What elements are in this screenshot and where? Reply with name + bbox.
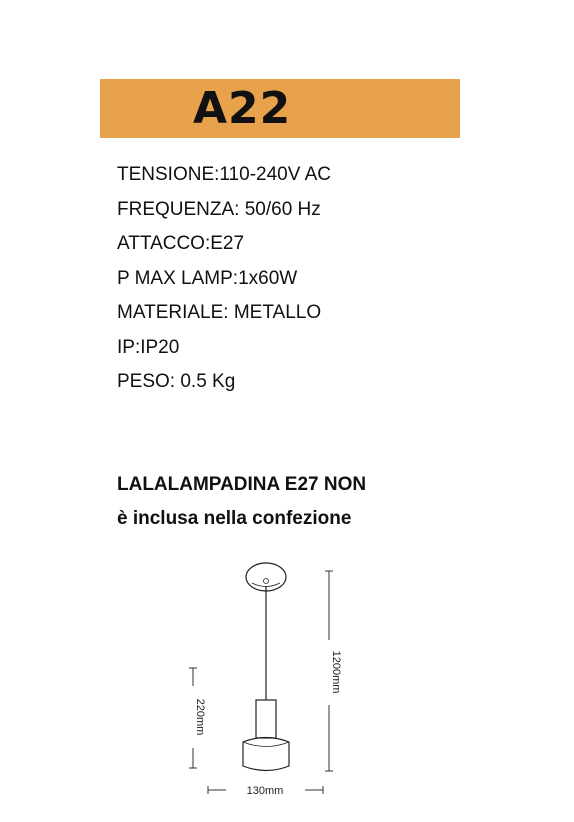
bulb-note-line2: è inclusa nella confezione bbox=[117, 508, 352, 529]
spec-material: MATERIALE: METALLO bbox=[117, 302, 322, 323]
bulb-note-line1: LALALAMPADINA E27 NON bbox=[117, 474, 367, 495]
spec-max-power: P MAX LAMP:1x60W bbox=[117, 267, 298, 289]
shade-height-label: 220mm bbox=[194, 698, 206, 736]
lamp-shade bbox=[243, 738, 289, 771]
spec-voltage: TENSIONE:110-240V AC bbox=[117, 164, 332, 185]
model-title: A22 bbox=[193, 83, 292, 134]
spec-ip-rating: IP:IP20 bbox=[117, 336, 180, 358]
width-label: 130mm bbox=[246, 785, 284, 797]
spec-socket: ATTACCO:E27 bbox=[117, 233, 245, 254]
lamp-holder bbox=[256, 700, 276, 738]
total-height-label: 1200mm bbox=[330, 650, 342, 694]
spec-weight: PESO: 0.5 Kg bbox=[117, 371, 236, 392]
spec-frequency: FREQUENZA: 50/60 Hz bbox=[117, 198, 321, 220]
